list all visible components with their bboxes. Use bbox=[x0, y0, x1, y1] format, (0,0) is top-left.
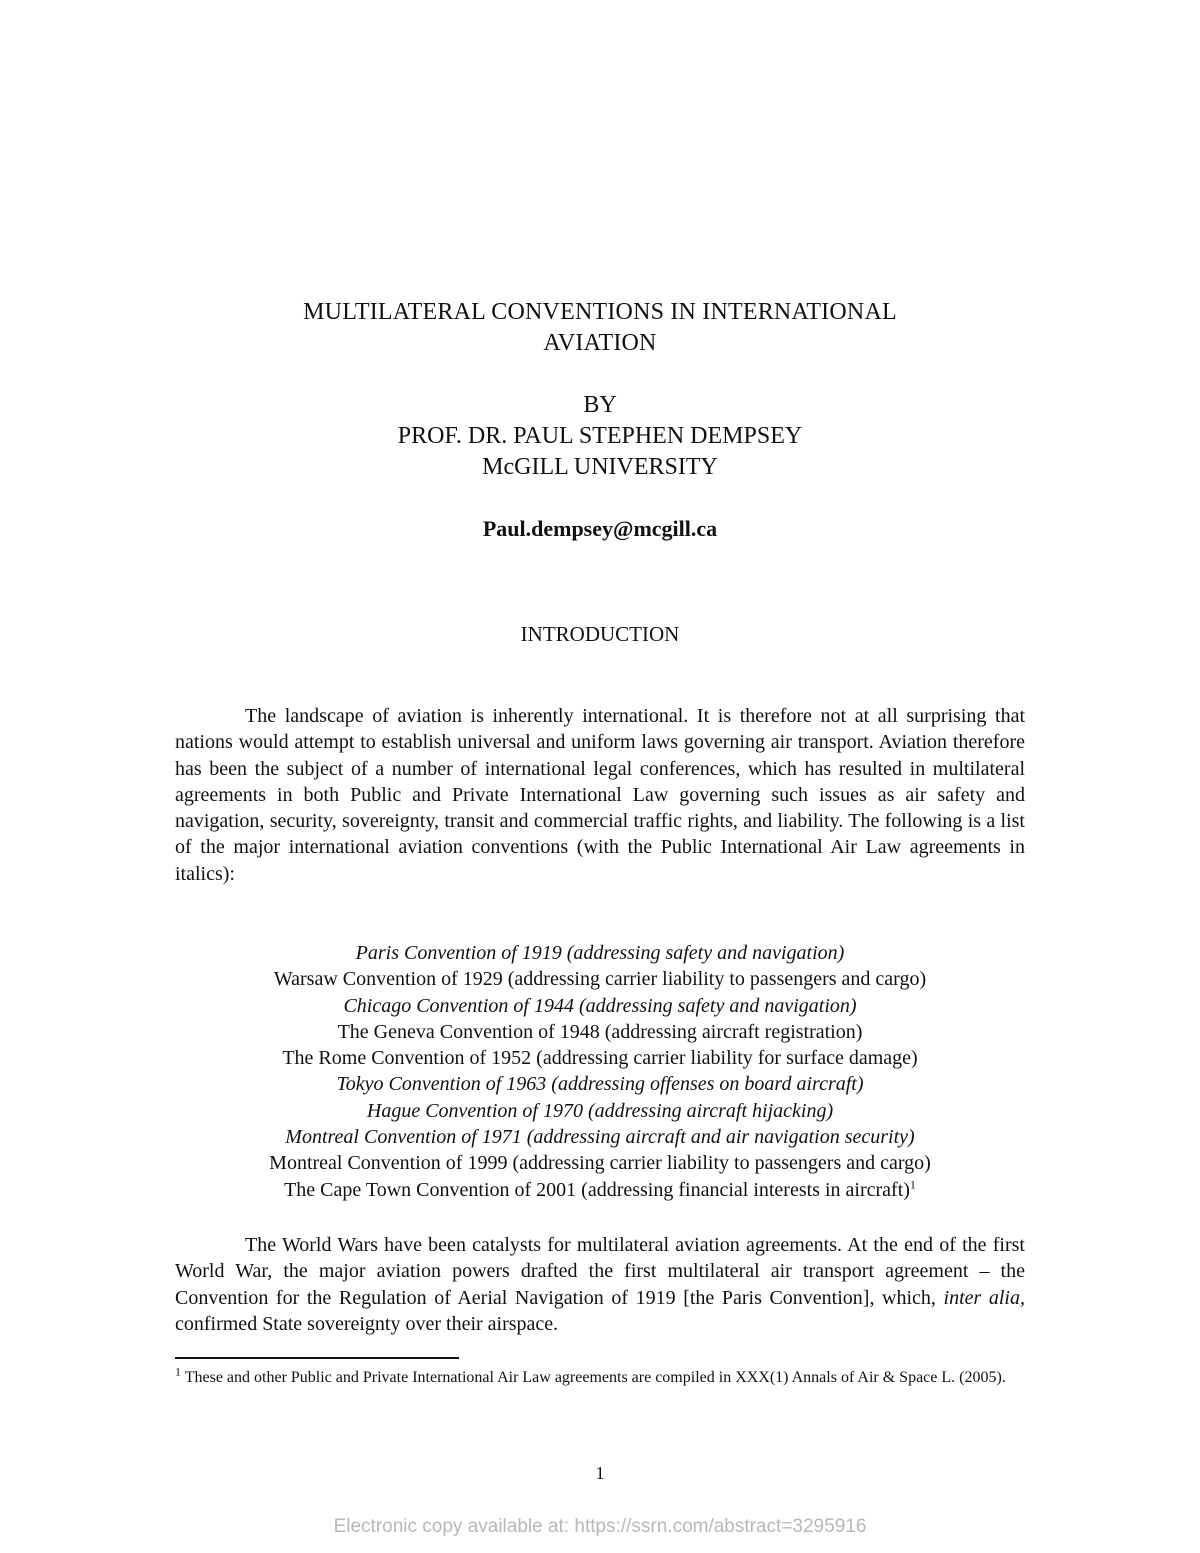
convention-item: Warsaw Convention of 1929 (addressing carrier liability to passengers and cargo) bbox=[273, 968, 927, 991]
conventions-list bbox=[175, 940, 1025, 1203]
author-affiliation: McGILL UNIVERSITY bbox=[482, 454, 718, 480]
footnote-text: These and other Public and Private International Air Law agreements are compiled in XXX(1) Annals of Air & Space L. (2005). bbox=[181, 1369, 1006, 1386]
paper-title-line1: MULTILATERAL CONVENTIONS IN INTERNATIONAL bbox=[303, 299, 897, 325]
footnote-divider bbox=[175, 1357, 459, 1359]
paragraph-text: The World Wars have been catalysts for multilateral aviation agreements. At the end of the first World War, the major aviation powers drafted the first multilateral air transport agreement – the Convention for the Regulation of Aerial Navigation of 1919 [the Paris Convention], which, bbox=[175, 1234, 1025, 1309]
author-email: Paul.dempsey@mcgill.ca bbox=[482, 516, 718, 541]
convention-item: The Cape Town Convention of 2001 (addressing financial interests in aircraft)$^1$ bbox=[284, 1177, 916, 1201]
footnote-reference[interactable]: 1 bbox=[909, 1177, 916, 1192]
author-name: PROF. DR. PAUL STEPHEN DEMPSEY bbox=[397, 423, 803, 449]
convention-item: Chicago Convention of 1944 (addressing safety and navigation) bbox=[343, 994, 857, 1017]
convention-item: The Rome Convention of 1952 (addressing carrier liability for surface damage) bbox=[282, 1047, 918, 1070]
convention-item: Montreal Convention of 1971 (addressing aircraft and air navigation security) bbox=[285, 1126, 915, 1149]
byline-by: BY bbox=[583, 392, 617, 418]
convention-item: Hague Convention of 1970 (addressing aircraft hijacking) bbox=[366, 1099, 834, 1122]
section-heading-introduction: INTRODUCTION bbox=[520, 622, 680, 646]
intro-paragraph: The landscape of aviation is inherently international. It is therefore not at all surprising that nations would attempt to establish universal and uniform laws governing air transport. Aviation therefore has been the subject of a number of international legal conferences, which has resulted in multilateral agreements in both Public and Private International Law governing such issues as air safety and navigation, security, sovereignty, transit and commercial traffic rights, and liability. The following is a list of the major international aviation conventions (with the Public International Air Law agreements in italics): bbox=[175, 705, 1025, 885]
footnote-marker: 1 bbox=[175, 1364, 181, 1379]
footnote bbox=[175, 1364, 1025, 1389]
paragraph-text-end: confirmed State sovereignty over their airspace. bbox=[175, 1312, 559, 1335]
convention-item: Tokyo Convention of 1963 (addressing offenses on board aircraft) bbox=[336, 1073, 864, 1096]
world-wars-paragraph bbox=[175, 1232, 1025, 1337]
convention-item: Montreal Convention of 1999 (addressing carrier liability to passengers and cargo) bbox=[269, 1152, 931, 1175]
page-number: 1 bbox=[595, 1463, 605, 1483]
ssrn-watermark: Electronic copy available at: https://ssrn.com/abstract=3295916 bbox=[333, 1516, 867, 1537]
convention-item: Paris Convention of 1919 (addressing safety and navigation) bbox=[355, 942, 845, 964]
paper-title-line2: AVIATION bbox=[543, 330, 657, 356]
convention-item: The Geneva Convention of 1948 (addressing aircraft registration) bbox=[337, 1020, 863, 1043]
paragraph-italic-text: inter alia, bbox=[943, 1286, 1025, 1309]
